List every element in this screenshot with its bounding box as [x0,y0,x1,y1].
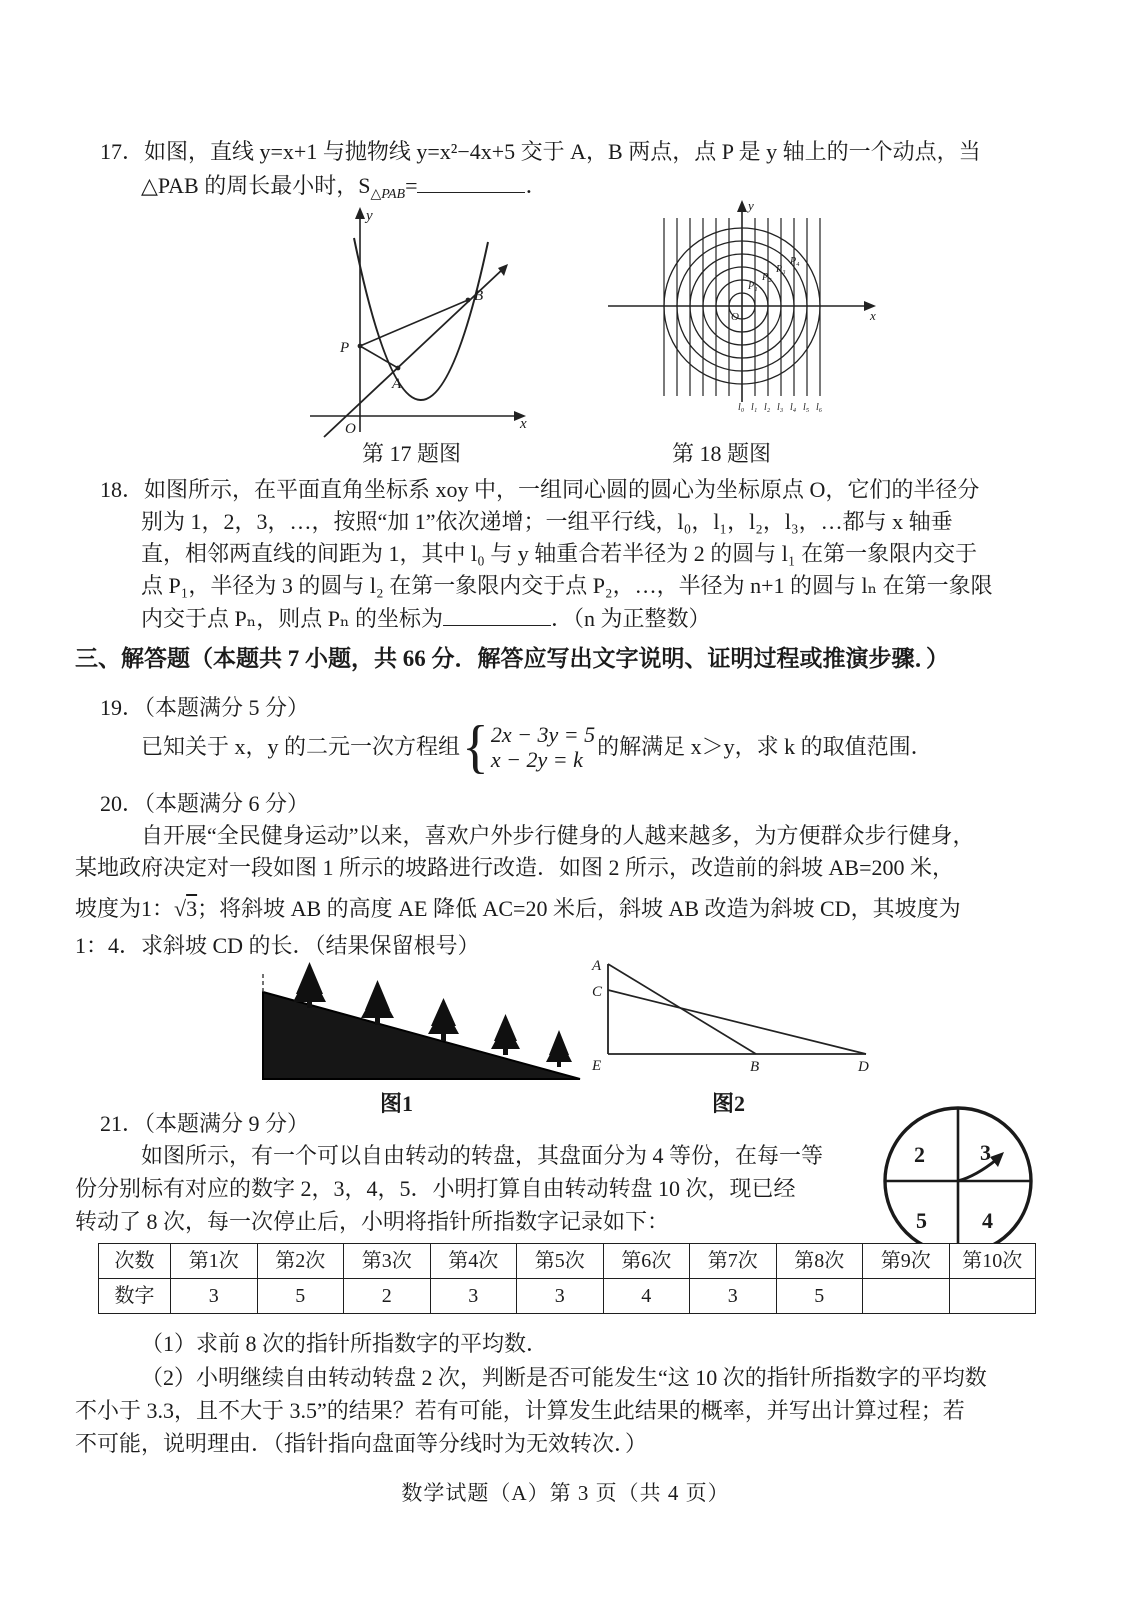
q18-answer-blank [443,602,551,626]
q17-answer-blank [417,169,525,193]
label-p3: P₃ [776,264,786,275]
sqrt-radicand: 3 [186,896,198,921]
q21-line2: 份分别标有对应的数字 2，3，4，5．小明打算自由转动转盘 10 次，现已经 [75,1176,796,1201]
label-d: D [858,1059,869,1075]
q20-para1: 自开展“全民健身运动”以来，喜欢户外步行健身的人越来越多，为方便群众步行健身， [141,823,975,848]
table-header-cell: 第10次 [949,1244,1036,1279]
table-value-cell: 5 [257,1279,344,1314]
q21-part1: （1）求前 8 次的指针所指数字的平均数． [141,1331,549,1356]
table-header-cell: 次数 [99,1244,171,1279]
spinner-pointer [958,1160,996,1181]
equation-2: x − 2y = k [490,747,583,773]
y-axis-arrow-icon [737,200,747,212]
label-p: P [340,340,350,356]
table-header-cell: 第4次 [430,1244,517,1279]
label-a: A [592,958,602,974]
equation-system [491,722,595,773]
q18-number: 18． [100,477,145,502]
point-a [396,366,401,371]
label-p2: P₂ [762,272,772,283]
tree-icon [428,998,459,1041]
point-p [358,344,363,349]
y-axis-arrow-icon [355,207,365,219]
table-value-cell: 3 [517,1279,604,1314]
q19-number: 19． [100,695,145,720]
q18-line1: 18．如图所示，在平面直角坐标系 xoy 中，一组同心圆的圆心为坐标原点 O，它们的半径分 [100,477,980,502]
svg-text:l₁: l₁ [751,402,758,413]
table-row-label: 数字 [99,1279,171,1314]
q18-line4: 点 P₁，半径为 3 的圆与 l₂ 在第一象限内交于点 P₂，…，半径为 n+1 的圆与 lₙ 在第一象限 [141,573,993,598]
label-e: E [592,1058,602,1074]
table-header-cell: 第1次 [171,1244,258,1279]
table-value-cell: 3 [690,1279,777,1314]
section3-title: 三、解答题（本题共 7 小题，共 66 分．解答应写出文字说明、证明过程或推演步骤．） [75,646,949,671]
table-header-cell: 第2次 [257,1244,344,1279]
spinner-number-5: 5 [916,1208,927,1233]
label-y: y [366,208,373,224]
q20-figure2-caption: 图2 [712,1091,746,1116]
q20-para3: 坡度为1：√3；将斜坡 AB 的高度 AE 降低 AC=20 米后，斜坡 AB 改造为斜坡 CD，其坡度为 [75,896,961,921]
q21-part2-line2: 不小于 3.3，且不大于 3.5”的结果？若有可能，计算发生此结果的概率，并写出计算过程；若 [75,1398,965,1423]
table-data-row [99,1279,1036,1314]
segment-pb [360,300,468,346]
equation-1: 2x − 3y = 5 [490,722,596,747]
q17-line2: △PAB 的周长最小时，$S_{\triangle PAB}=$ ． [141,169,548,205]
point-b [466,298,471,303]
spin-record-table [98,1243,1036,1314]
q18-figure-caption: 第 18 题图 [672,441,772,466]
label-o: O [731,311,739,323]
q17-line1: 17．如图，直线 y=x+1 与抛物线 y=x²−4x+5 交于 A，B 两点，点 P 是 y 轴上的一个动点，当 [100,139,981,164]
page-footer: 数学试题（A）第 3 页（共 4 页） [401,1481,730,1505]
q20-figure1-caption: 图1 [380,1091,414,1116]
svg-text:l₃: l₃ [777,402,784,413]
line-labels [738,402,823,413]
label-b: B [474,288,484,304]
label-x: x [520,416,527,432]
tree-icon [293,962,326,1008]
q19-header: 19．（本题满分 5 分） [100,695,310,720]
spinner-number-4: 4 [982,1208,993,1233]
q20-para2: 某地政府决定对一段如图 1 所示的坡路进行改造．如图 2 所示，改造前的斜坡 AB=200 米， [75,855,954,880]
table-value-cell [863,1279,950,1314]
svg-text:l₂: l₂ [764,402,771,413]
table-header-cell: 第8次 [776,1244,863,1279]
svg-text:l₄: l₄ [790,402,797,413]
line-ab-arrow-icon [498,264,508,276]
svg-text:l₀: l₀ [738,402,745,413]
label-c: C [592,984,603,1000]
label-o: O [345,421,356,437]
table-value-cell: 4 [603,1279,690,1314]
tree-icon [361,980,394,1025]
q17-s-subscript: △PAB [370,187,406,203]
q18-line3: 直，相邻两直线的间距为 1，其中 l₀ 与 y 轴重合若半径为 2 的圆与 l₁ 在第一象限内交于 [141,541,978,566]
label-a: A [392,376,402,392]
q17-figure [296,200,531,438]
table-header-cell: 第9次 [863,1244,950,1279]
q21-part2-line1: （2）小明继续自由转动转盘 2 次，判断是否可能发生“这 10 次的指针所指数字的平均数 [141,1365,987,1390]
table-value-cell [949,1279,1036,1314]
q21-header: 21．（本题满分 9 分） [100,1111,310,1136]
system-brace: { [462,714,489,780]
q20-figure1 [255,962,587,1084]
table-value-cell: 3 [430,1279,517,1314]
table-header-cell: 第6次 [603,1244,690,1279]
segment-pa [360,346,398,368]
q18-line2: 别为 1，2，3，…，按照“加 1”依次递增；一组平行线，l₀，l₁，l₂，l₃，…都与 x 轴垂 [141,509,953,534]
q17-figure-caption: 第 17 题图 [362,441,462,466]
table-value-cell: 5 [776,1279,863,1314]
q18-line5: 内交于点 Pₙ，则点 Pₙ 的坐标为 ．（n 为正整数） [141,602,711,635]
table-header-cell: 第5次 [517,1244,604,1279]
tree-icon [546,1030,572,1067]
q19-body: 已知关于 x，y 的二元一次方程组 { 2x − 3y = 5 x − 2y = k 的解满足 x＞y，求 k 的取值范围． [141,714,933,780]
table-value-cell: 2 [344,1279,431,1314]
table-header-row [99,1244,1036,1279]
tree-icon [491,1014,520,1055]
segment-cd [608,990,866,1054]
q20-header: 20．（本题满分 6 分） [100,791,310,816]
q21-line3: 转动了 8 次，每一次停止后，小明将指针所指数字记录如下： [75,1209,670,1234]
label-p4: P₄ [790,256,800,267]
table-value-cell: 3 [171,1279,258,1314]
q20-number: 20． [100,791,145,816]
label-y: y [748,198,754,213]
q21-spinner-figure [872,1100,1044,1262]
q20-figure2 [588,952,878,1076]
label-b: B [750,1059,760,1075]
spinner-number-2: 2 [914,1142,925,1167]
q17-number: 17． [100,139,145,164]
svg-text:l₅: l₅ [803,402,810,413]
table-header-cell: 第3次 [344,1244,431,1279]
svg-text:l₆: l₆ [816,402,823,413]
spinner-number-3: 3 [980,1140,991,1165]
q20-para4: 1：4．求斜坡 CD 的长．（结果保留根号） [75,933,480,958]
sqrt-sign: √ [174,896,187,921]
label-x: x [870,308,876,323]
table-header-cell: 第7次 [690,1244,777,1279]
q18-figure [600,194,884,438]
q21-number: 21． [100,1111,145,1136]
q21-part2-line3: 不可能，说明理由．（指针指向盘面等分线时为无效转次．） [75,1431,648,1456]
label-p1: P₁ [748,281,758,292]
parabola-curve [354,238,488,400]
q21-line1: 如图所示，有一个可以自由转动的转盘，其盘面分为 4 等份，在每一等 [141,1143,824,1168]
